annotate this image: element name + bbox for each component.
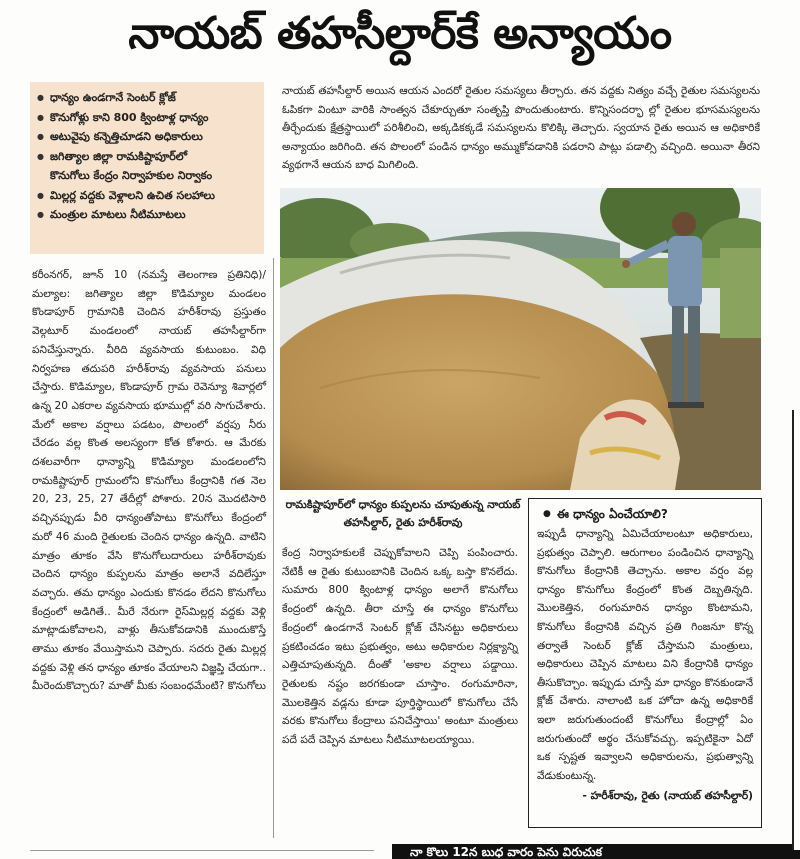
column-divider bbox=[273, 258, 274, 838]
highlight-item: ● జగిత్యాల జిల్లా రామకిష్టాపూర్‌లో bbox=[36, 147, 258, 167]
highlight-item: ● అటువైపు కన్నెత్తిచూడని అధికారులు bbox=[36, 127, 258, 147]
article-column-1: కరీంనగర్, జూన్ 10 (నమస్తే తెలంగాణ ప్రతినిధి)/మల్యాల: జగిత్యాల జిల్లా కొడిమ్యాల మండలం కొండాపూర్ గ్రామానికి చెందిన హరీశ్‌రావు ప్రస్తుతం వెల్గటూర్ మండలంలో నాయబ్ తహసీల్దార్‌గా పనిచేస్తున్నారు. వీరిది వ్యవసాయ కుటుంబం. విధి నిర్వహణ తదుపరి హరీశ్‌రావు వ్యవసాయ పనులు చేస్తారు. కొడిమ్యాల, కొండాపూర్ గ్రామ రెవెన్యూ శివార్లలో ఉన్న 20 ఎకరాల వ్యవసాయ భూముల్లో వరి సాగుచేశారు. మేలో అకాల వర్షాలు పడటం, పొలంలో వర్షపు నీరు చేరడం వల్ల కొంత అలస్యంగా కోత కోశారు. ఆ మేరకు దశలవారీగా ధాన్యాన్ని కొడిమ్యాల మండలంలోని రామకిష్టాపూర్ గ్రామంలోని కొనుగోలు కేంద్రానికి గత నెల 20, 23, 25, 27 తేదీల్లో పోశారు. 20న మొదటిసారి వచ్చినప్పుడు వీరి ధాన్యంతోపాటు కొనుగోలు కేంద్రంలో మరో 46 మంది రైతులకు చెందిన ధాన్యం ఉన్నది. వాటిని మాత్రం తూకం వేసి కొనుగోలుదారులు హరీశ్‌రావుకు చెందిన ధాన్యం కుప్పలను మాత్రం అలానే వదిలేస్తూ వచ్చారు. తమ ధాన్యం ఎందుకు కొనడం లేదని కొనుగోలు కేంద్రంలో అడిగితే.. మీరే నేరుగా రైస్‌మిల్లర్ల వద్దకు వెళ్లి మాట్లాడుకోవాలని, వాళ్లు తీసుకోవడానికి ముందుకొస్తే తాము తూకం వేయిస్తామని చెప్పారు. సదరు రైతు మిల్లర్ల వద్దకు వెళ్లి తన ధాన్యం తూకం వేయాలని విజ్ఞప్తి చేయగా.. మీరెందుకొచ్చారు? మాతో మీకు సంబంధమేంటి? కొనుగోలు bbox=[32, 269, 266, 693]
bottom-divider bbox=[30, 850, 374, 851]
highlight-item: ● మంత్రుల మాటలు నీటిమూటలు bbox=[36, 205, 258, 225]
page-edge bbox=[792, 410, 800, 850]
news-photo bbox=[280, 188, 761, 490]
highlights-box bbox=[30, 82, 264, 254]
highlight-item: ● ధాన్యం ఉండగానే సెంటర్ క్లోజ్ bbox=[36, 88, 258, 108]
intro-paragraph: నాయబ్ తహసీల్దార్ అయిన ఆయన ఎందరో రైతుల సమస్యలు తీర్చారు. తన వద్దకు నిత్యం వచ్చే రైతుల సమస్యలను ఓపికగా వింటూ వారికి సాంత్వన చేకూర్చుతూ సంతృప్తి పొందుతుంటారు. కొన్నిసందర్భా ల్లో రైతుల భూసమస్యలను తీర్చేందుకు క్షేత్రస్థాయిలో పరిశీలించి, అక్కడికక్కడే సమస్యలను కొలిక్కి తెచ్చారు. స్వయాన రైతు అయిన ఆ అధికారికే అన్యాయం జరిగింది. తన పొలంలో పండిన ధాన్యం అమ్ముకోవడానికి పడరాని పాట్లు పడాల్సి వచ్చింది. అయినా తీరని వ్యథగానే ఆయన బాధ మిగిలింది. bbox=[282, 85, 760, 172]
sidebox-body: ఇప్పుడీ ధాన్యాన్ని ఏమిచేయాలంటూ అధికారులు, ప్రభుత్వం చెప్పాలి. ఆరుగాలం పండించిన ధాన్యాన్ని కొనుగోలు కేంద్రానికి తెచ్చాను. అకాల వర్షం వల్ల ధాన్యం కొనుగోలు కేంద్రంలో కొంత దెబ్బతిన్నది. మొలకెత్తిన, రంగుమారిన ధాన్యం కొంటామని, కొనుగోలు కేంద్రానికి వచ్చిన ప్రతి గింజనూ కొన్న తర్వాతే సెంటర్ క్లోజ్ చేస్తామని మంత్రులు, అధికారులు చెప్పిన మాటలు విని కేంద్రానికి ధాన్యం తీసుకొచ్చాం. ఇప్పుడు చూస్తే మా ధాన్యం కొనకుండానే క్లోజ్ చేశారు. నాలాంటి ఒక హోదా ఉన్న అధికారికే ఇలా జరుగుతుందంటే కొనుగోలు కేంద్రాల్లో ఏం జరుగుతుందో అర్థం చేసుకోవచ్చు. ఇప్పటికైనా ఏదో ఒక స్పష్టత ఇవ్వాలని అధికారులను, ప్రభుత్వాన్ని వేడుకుంటున్న. bbox=[537, 528, 753, 782]
sidebox-title: ● ఈ ధాన్యం ఏంచేయాలి? bbox=[545, 505, 753, 523]
headline: నాయబ్ తహసీల్దార్‌కే అన్యాయం bbox=[128, 8, 672, 59]
article-column-2: కేంద్ర నిర్వాహకులకే చెప్పుకోవాలని చెప్పి పంపించారు. నేటికీ ఆ రైతు కుటుంబానికి చెందిన ఒక్క బస్తా కొనలేదు. సుమారు 800 క్వింటాళ్ల ధాన్యం అలాగే కొనుగోలు కేంద్రంలో ఉన్నది. తీరా చూస్తే ఈ ధాన్యం కొనుగోలు కేంద్రంలో ఉండగానే సెంటర్ క్లోజ్ చేసినట్టు అధికారులు ప్రకటించడం ఇటు ప్రభుత్వం, అటు అధికారుల నిర్లక్ష్యాన్ని ఎత్తిచూపుతున్నది. దీంతో 'అకాల వర్షాలు పడ్డాయి. రైతులకు నష్టం జరగకుండా చూస్తాం. రంగుమారినా, మొలకెత్తిన వడ్లను కూడా పూర్తిస్థాయిలో కొనుగోలు చేసే వరకు కొనుగోలు కేంద్రాలు పనిచేస్తాయి' అంటూ మంత్రులు పదే పదే చెప్పిన మాటలు నీటిమూటలయ్యాయి. bbox=[282, 547, 518, 747]
highlight-item: ● మిల్లర్ల వద్దకు వెళ్లాలని ఉచిత సలహాలు bbox=[36, 186, 258, 206]
photo-caption: రామకిష్టాపూర్‌లో ధాన్యం కుప్పలను చూపుతున్న నాయబ్ తహసీల్దార్, రైతు హరీశ్‌రావు bbox=[285, 498, 521, 529]
sidebox-signature: - హరీశ్‌రావు, రైతు (నాయబ్ తహసీల్దార్) bbox=[582, 790, 753, 803]
highlight-item-continued: కొనుగోలు కేంద్రం నిర్వాహకుల నిర్వాకం bbox=[50, 169, 213, 182]
photo-illustration bbox=[280, 188, 761, 490]
highlight-item: ● కొనుగోళ్లు కాని 800 క్వింటాళ్ల ధాన్యం bbox=[36, 108, 258, 128]
bottom-strip-headline: నా కొలు 12న బుధ వారం పెను విరుచుక bbox=[392, 844, 800, 859]
quote-sidebox bbox=[528, 498, 762, 828]
